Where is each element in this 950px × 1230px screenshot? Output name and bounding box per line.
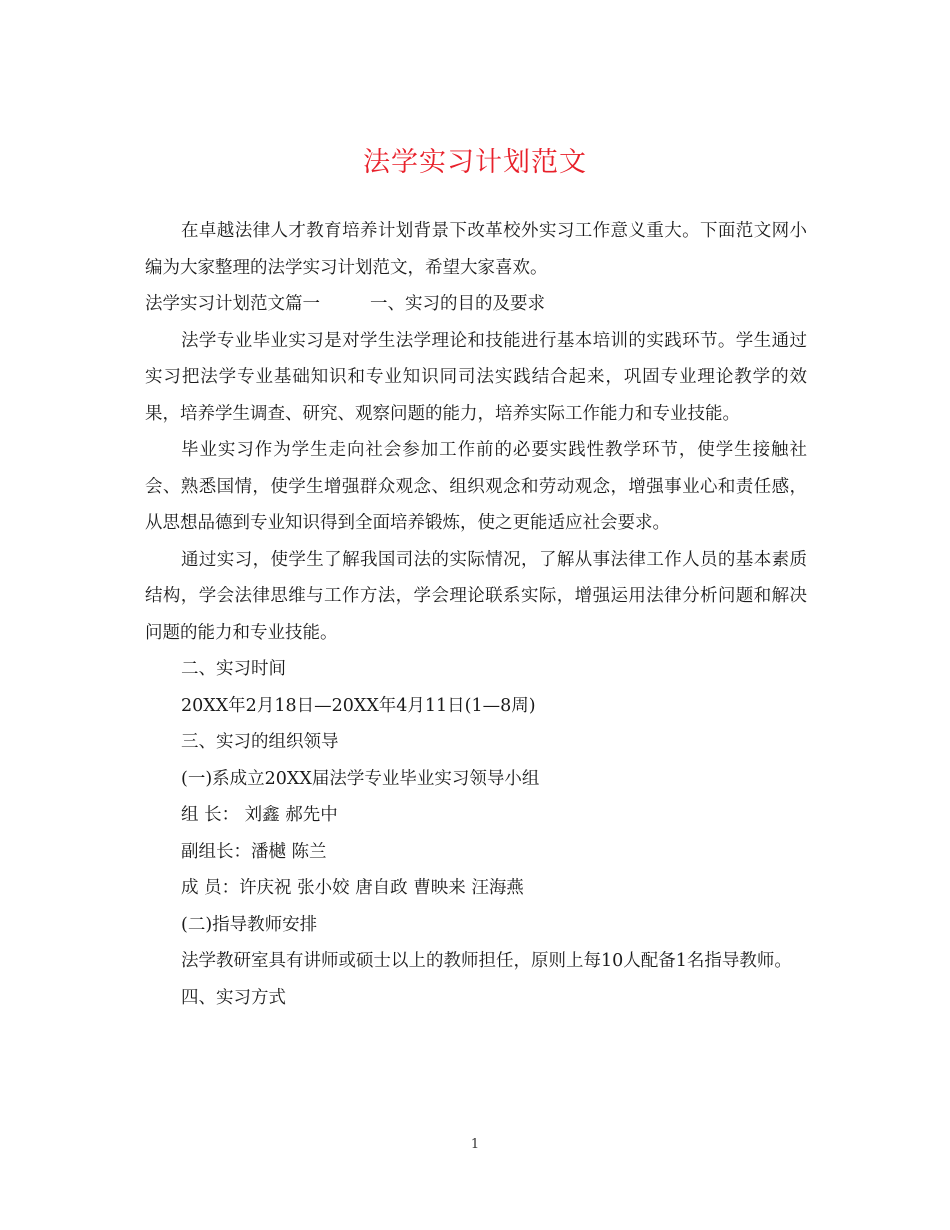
- internship-time-range: 20XX年2月18日—20XX年4月11日(1—8周): [181, 695, 536, 716]
- group-leader-line: 组 长： 刘鑫 郝先中: [181, 805, 338, 825]
- subheading-advisors: (二)指导教师安排: [181, 914, 318, 935]
- section-heading-line: [145, 286, 807, 323]
- heading-internship-method: 四、实习方式: [181, 987, 286, 1008]
- heading-internship-time: 二、实习时间: [181, 659, 286, 679]
- purpose-paragraph-1: 法学专业毕业实习是对学生法学理论和技能进行基本培训的实践环节。学生通过实习把法学专业基础知识和专业知识同司法实践结合起来，巩固专业理论教学的效果，培养学生调查、研究、观察问题的能力，培养实际工作能力和专业技能。: [145, 330, 807, 424]
- document-body: [145, 213, 807, 1016]
- purpose-paragraph-3: 通过实习，使学生了解我国司法的实际情况，了解从事法律工作人员的基本素质结构，学会法律思维与工作方法，学会理论联系实际，增强运用法律分析问题和解决问题的能力和专业技能。: [145, 549, 807, 643]
- section-heading-left: 法学实习计划范文篇一: [145, 294, 320, 314]
- members-line: 成 员：许庆祝 张小姣 唐自政 曹映来 汪海燕: [181, 878, 524, 898]
- section-heading-right: 一、实习的目的及要求: [370, 294, 545, 314]
- document-title: 法学实习计划范文: [363, 147, 587, 178]
- subheading-leadership-group: (一)系成立20XX届法学专业毕业实习领导小组: [181, 768, 540, 789]
- intro-paragraph: 在卓越法律人才教育培养计划背景下改革校外实习工作意义重大。下面范文网小编为大家整理的法学实习计划范文，希望大家喜欢。: [145, 221, 807, 278]
- purpose-paragraph-2: 毕业实习作为学生走向社会参加工作前的必要实践性教学环节，使学生接触社会、熟悉国情，使学生增强群众观念、组织观念和劳动观念，增强事业心和责任感，从思想品德到专业知识得到全面培养锻炼，使之更能适应社会要求。: [145, 440, 807, 533]
- heading-organization: 三、实习的组织领导: [181, 732, 339, 752]
- vice-leader-line: 副组长：潘樾 陈兰: [181, 841, 327, 862]
- advisor-paragraph: 法学教研室具有讲师或硕士以上的教师担任，原则上每10人配备1名指导教师。: [181, 951, 792, 971]
- page-number: 1: [470, 1137, 480, 1152]
